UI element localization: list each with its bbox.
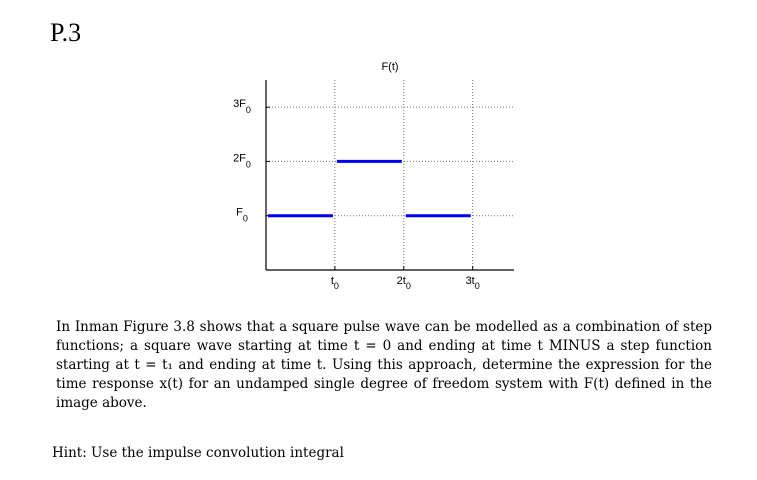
x-tick-label-1: $2t_0$ — [396, 275, 411, 291]
x-tick-label-2: $3t_0$ — [465, 275, 480, 291]
chart-title: F(t) — [381, 61, 399, 73]
axes-layer — [266, 80, 514, 270]
y-tick-label-1: $2F_0$ — [233, 152, 251, 170]
y-tick-label-0: $F_0$ — [236, 206, 248, 224]
problem-statement — [56, 318, 712, 413]
problem-paragraph: In Inman Figure 3.8 shows that a square pulse wave can be modelled as a combination of step functions; a square wave starting at time t = 0 and ending at time t MINUS a step function starting at t = t₁ and ending at time t. Using this approach, determine the expression for the time response x(t) for an undamped single degree of freedom system with F(t) defined in the image above. — [56, 319, 712, 411]
hint-text: Hint: Use the impulse convolution integral — [52, 445, 344, 461]
series-layer — [268, 161, 471, 215]
grid-layer — [266, 80, 514, 270]
problem-number: P.3 — [50, 18, 82, 47]
x-tick-label-0: $t_0$ — [330, 275, 339, 291]
labels-layer — [233, 98, 480, 291]
y-tick-label-2: $3F_0$ — [233, 98, 251, 116]
